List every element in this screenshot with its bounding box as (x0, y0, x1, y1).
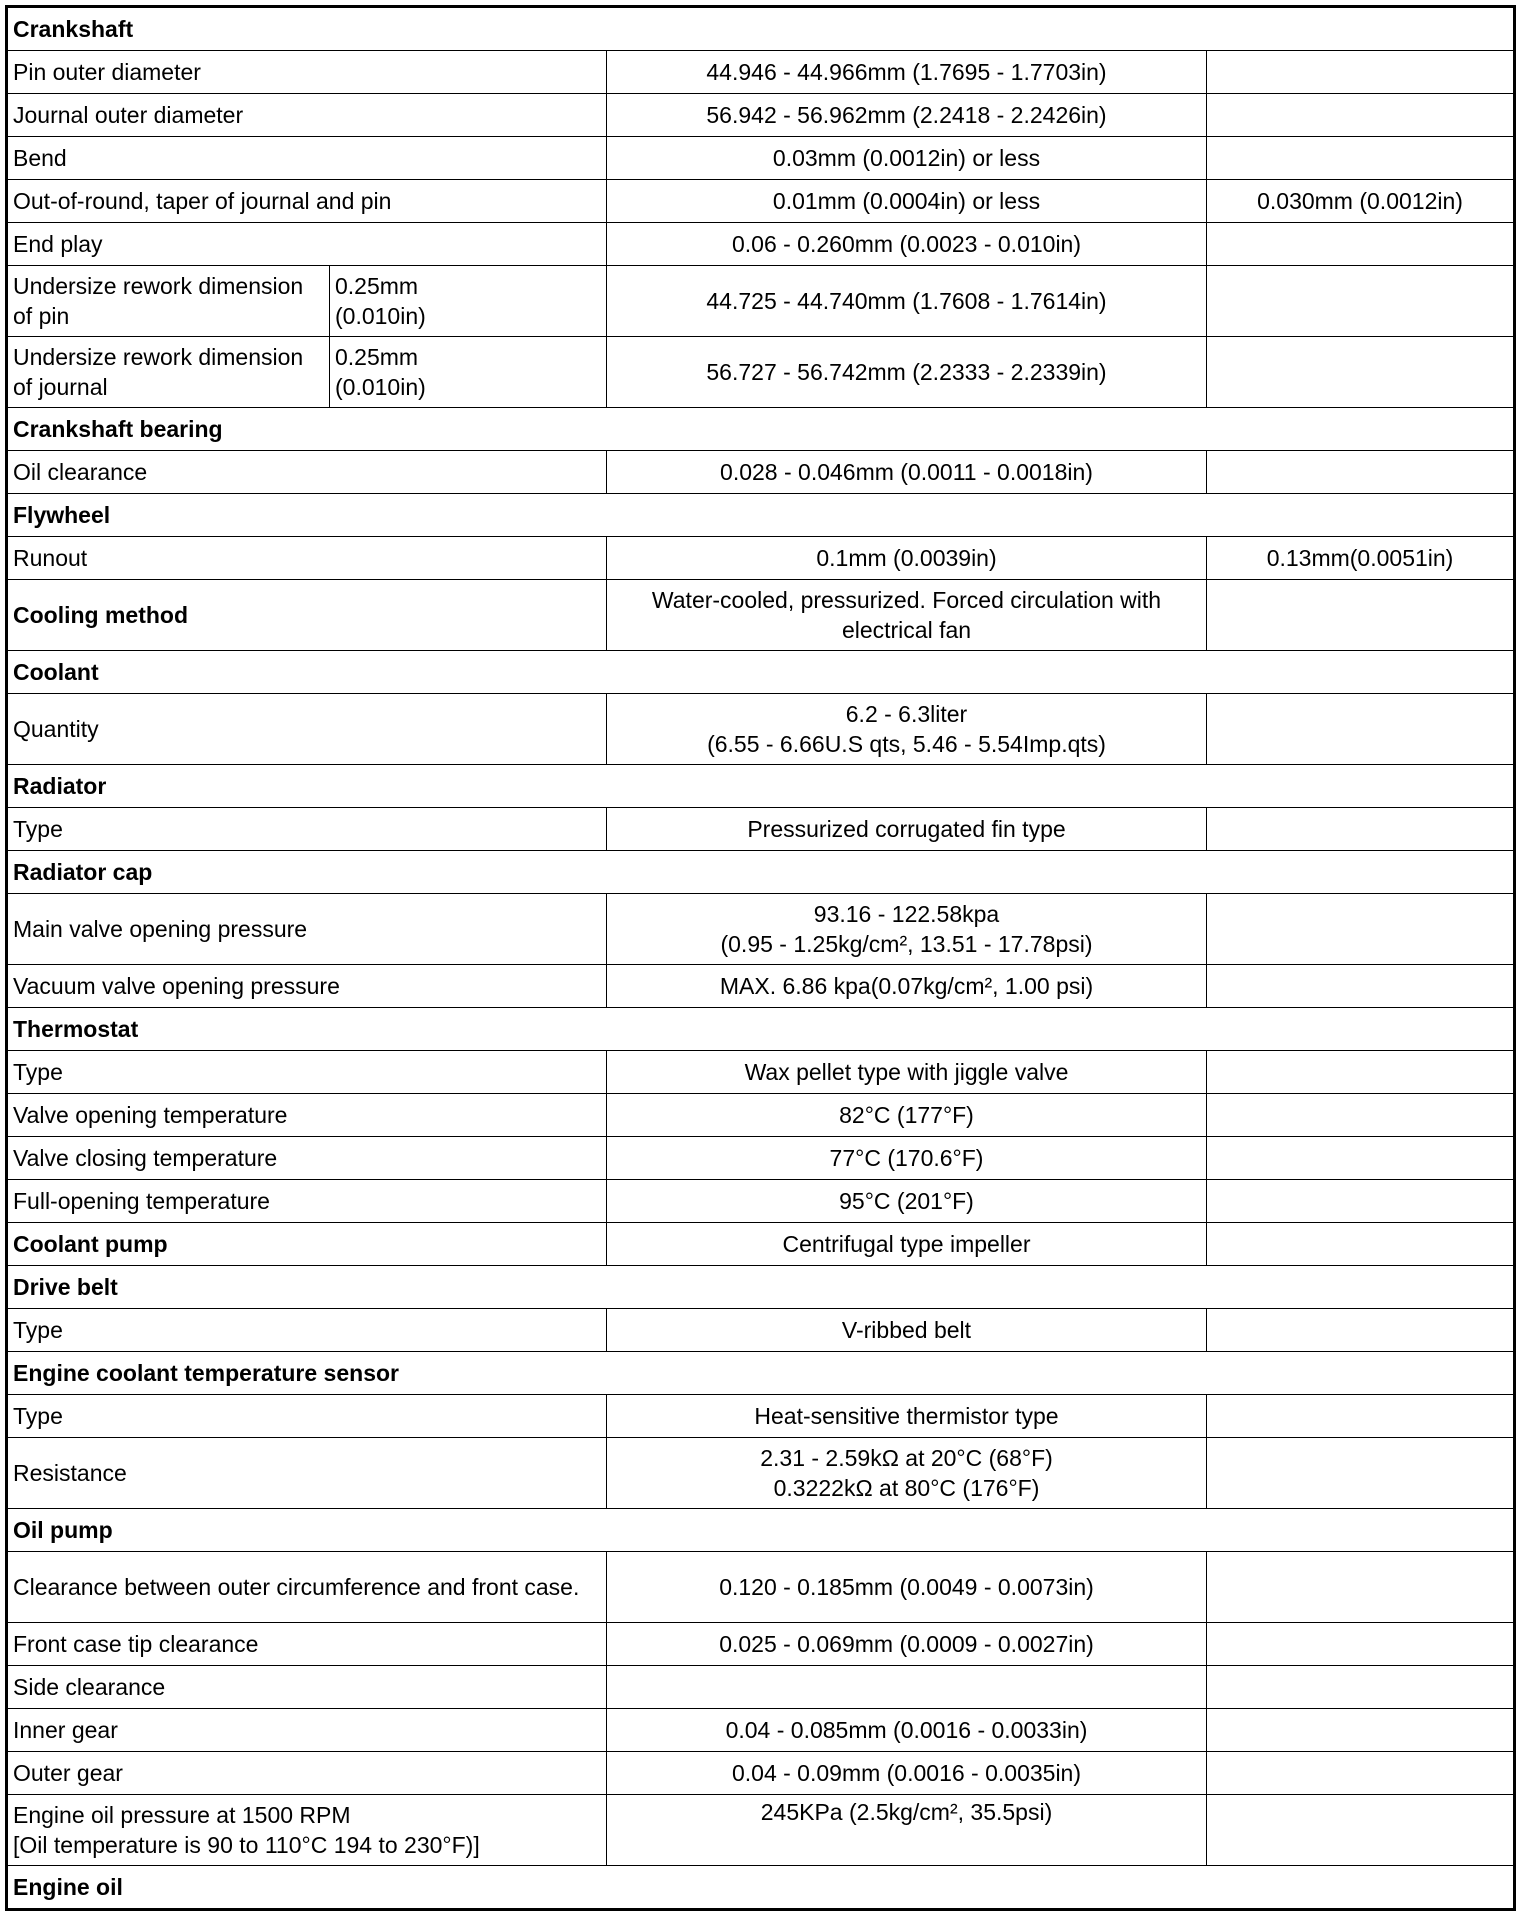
spec-value: 0.01mm (0.0004in) or less (607, 180, 1207, 223)
spec-value: 0.04 - 0.085mm (0.0016 - 0.0033in) (607, 1709, 1207, 1752)
spec-table (5, 5, 1516, 1911)
spec-row (7, 894, 1515, 965)
section-heading: Radiator (7, 765, 1515, 808)
spec-row (7, 1623, 1515, 1666)
spec-row (7, 965, 1515, 1008)
spec-value: 95°C (201°F) (607, 1180, 1207, 1223)
spec-label: Inner gear (7, 1709, 607, 1752)
spec-value: V-ribbed belt (607, 1309, 1207, 1352)
spec-label: Side clearance (7, 1666, 607, 1709)
spec-row (7, 580, 1515, 651)
spec-row (7, 537, 1515, 580)
section-heading: Flywheel (7, 494, 1515, 537)
spec-row (7, 266, 1515, 337)
spec-value (607, 894, 1207, 965)
spec-value: 245KPa (2.5kg/cm², 35.5psi) (607, 1795, 1207, 1866)
spec-limit (1207, 1709, 1515, 1752)
section-heading: Crankshaft (7, 7, 1515, 51)
spec-row (7, 1709, 1515, 1752)
spec-row (7, 1094, 1515, 1137)
spec-label: Valve closing temperature (7, 1137, 607, 1180)
spec-row (7, 1395, 1515, 1438)
spec-limit (1207, 965, 1515, 1008)
spec-limit (1207, 1051, 1515, 1094)
spec-value: 0.1mm (0.0039in) (607, 537, 1207, 580)
spec-label: Front case tip clearance (7, 1623, 607, 1666)
spec-value (607, 1666, 1207, 1709)
spec-limit (1207, 1623, 1515, 1666)
spec-label: Type (7, 1395, 607, 1438)
spec-row (7, 694, 1515, 765)
spec-row (7, 1223, 1515, 1266)
spec-value (607, 694, 1207, 765)
spec-label: Type (7, 1051, 607, 1094)
spec-value (607, 580, 1207, 651)
spec-limit (1207, 1395, 1515, 1438)
section-row (7, 408, 1515, 451)
spec-label: Cooling method (7, 580, 607, 651)
spec-row (7, 337, 1515, 408)
section-row (7, 494, 1515, 537)
section-row (7, 1008, 1515, 1051)
spec-limit (1207, 580, 1515, 651)
section-row (7, 1266, 1515, 1309)
section-row (7, 765, 1515, 808)
spec-label: Clearance between outer circumference and front case. (7, 1552, 607, 1623)
spec-label: Type (7, 1309, 607, 1352)
spec-value: 0.06 - 0.260mm (0.0023 - 0.010in) (607, 223, 1207, 266)
spec-value: Wax pellet type with jiggle valve (607, 1051, 1207, 1094)
section-row (7, 7, 1515, 51)
spec-limit (1207, 1552, 1515, 1623)
cell-line: [Oil temperature is 90 to 110°C 194 to 230°F)] (13, 1832, 480, 1858)
spec-label (7, 1795, 607, 1866)
spec-row (7, 137, 1515, 180)
spec-value: 0.03mm (0.0012in) or less (607, 137, 1207, 180)
spec-label: Runout (7, 537, 607, 580)
spec-limit (1207, 1752, 1515, 1795)
spec-row (7, 94, 1515, 137)
spec-value: 0.120 - 0.185mm (0.0049 - 0.0073in) (607, 1552, 1207, 1623)
spec-limit (1207, 808, 1515, 851)
spec-row (7, 1180, 1515, 1223)
spec-row (7, 1309, 1515, 1352)
spec-value: 0.025 - 0.069mm (0.0009 - 0.0027in) (607, 1623, 1207, 1666)
spec-row (7, 451, 1515, 494)
spec-table-body (7, 7, 1515, 1910)
cell-line: 0.25mm (335, 344, 419, 370)
spec-label: Journal outer diameter (7, 94, 607, 137)
spec-label: Type (7, 808, 607, 851)
cell-line: Water-cooled, pressurized. Forced circulation with (651, 587, 1162, 613)
cell-line: electrical fan (841, 617, 972, 643)
spec-limit (1207, 1180, 1515, 1223)
spec-row (7, 223, 1515, 266)
cell-line: 93.16 - 122.58kpa (813, 901, 1000, 927)
spec-value: Pressurized corrugated fin type (607, 808, 1207, 851)
spec-sublabel (330, 266, 607, 337)
spec-limit (1207, 266, 1515, 337)
spec-row (7, 51, 1515, 94)
section-heading: Oil pump (7, 1509, 1515, 1552)
spec-limit (1207, 1438, 1515, 1509)
spec-limit (1207, 51, 1515, 94)
section-heading: Engine coolant temperature sensor (7, 1352, 1515, 1395)
spec-label: Bend (7, 137, 607, 180)
spec-label: End play (7, 223, 607, 266)
spec-limit: 0.13mm(0.0051in) (1207, 537, 1515, 580)
cell-line: 0.25mm (335, 273, 419, 299)
spec-label: Full-opening temperature (7, 1180, 607, 1223)
spec-value (607, 1438, 1207, 1509)
section-heading: Engine oil (7, 1866, 1515, 1910)
cell-line: Engine oil pressure at 1500 RPM (13, 1802, 351, 1828)
spec-label: Oil clearance (7, 451, 607, 494)
cell-line: 6.2 - 6.3liter (845, 701, 968, 727)
spec-limit: 0.030mm (0.0012in) (1207, 180, 1515, 223)
spec-row (7, 1051, 1515, 1094)
spec-label: Pin outer diameter (7, 51, 607, 94)
spec-row (7, 1552, 1515, 1623)
spec-label: Out-of-round, taper of journal and pin (7, 180, 607, 223)
cell-line: 0.3222kΩ at 80°C (176°F) (773, 1475, 1040, 1501)
spec-label: Vacuum valve opening pressure (7, 965, 607, 1008)
spec-value: 44.725 - 44.740mm (1.7608 - 1.7614in) (607, 266, 1207, 337)
cell-line: 2.31 - 2.59kΩ at 20°C (68°F) (760, 1445, 1053, 1471)
spec-row (7, 180, 1515, 223)
cell-line: (0.010in) (335, 303, 426, 329)
section-row (7, 851, 1515, 894)
spec-limit (1207, 894, 1515, 965)
spec-value: 0.028 - 0.046mm (0.0011 - 0.0018in) (607, 451, 1207, 494)
spec-row (7, 808, 1515, 851)
spec-value: 56.727 - 56.742mm (2.2333 - 2.2339in) (607, 337, 1207, 408)
section-row (7, 1352, 1515, 1395)
spec-limit (1207, 694, 1515, 765)
spec-value: 77°C (170.6°F) (607, 1137, 1207, 1180)
spec-label: Quantity (7, 694, 607, 765)
spec-row (7, 1137, 1515, 1180)
spec-limit (1207, 337, 1515, 408)
spec-limit (1207, 1094, 1515, 1137)
spec-limit (1207, 94, 1515, 137)
spec-limit (1207, 223, 1515, 266)
spec-sublabel (330, 337, 607, 408)
spec-limit (1207, 137, 1515, 180)
spec-label: Main valve opening pressure (7, 894, 607, 965)
section-heading: Drive belt (7, 1266, 1515, 1309)
spec-value: 0.04 - 0.09mm (0.0016 - 0.0035in) (607, 1752, 1207, 1795)
spec-limit (1207, 1795, 1515, 1866)
spec-limit (1207, 1309, 1515, 1352)
spec-label: Outer gear (7, 1752, 607, 1795)
spec-value: 56.942 - 56.962mm (2.2418 - 2.2426in) (607, 94, 1207, 137)
spec-value: Centrifugal type impeller (607, 1223, 1207, 1266)
spec-value: 44.946 - 44.966mm (1.7695 - 1.7703in) (607, 51, 1207, 94)
spec-limit (1207, 1666, 1515, 1709)
spec-label: Coolant pump (7, 1223, 607, 1266)
spec-row (7, 1666, 1515, 1709)
section-row (7, 1866, 1515, 1910)
spec-row (7, 1795, 1515, 1866)
section-heading: Coolant (7, 651, 1515, 694)
spec-limit (1207, 1137, 1515, 1180)
section-row (7, 1509, 1515, 1552)
spec-label: Resistance (7, 1438, 607, 1509)
spec-label: Undersize rework dimension of pin (7, 266, 330, 337)
spec-value: MAX. 6.86 kpa(0.07kg/cm², 1.00 psi) (607, 965, 1207, 1008)
spec-row (7, 1438, 1515, 1509)
cell-line: (0.010in) (335, 374, 426, 400)
spec-row (7, 1752, 1515, 1795)
spec-value: 82°C (177°F) (607, 1094, 1207, 1137)
section-heading: Thermostat (7, 1008, 1515, 1051)
spec-label: Valve opening temperature (7, 1094, 607, 1137)
spec-value: Heat-sensitive thermistor type (607, 1395, 1207, 1438)
section-heading: Crankshaft bearing (7, 408, 1515, 451)
spec-label: Undersize rework dimension of journal (7, 337, 330, 408)
section-row (7, 651, 1515, 694)
section-heading: Radiator cap (7, 851, 1515, 894)
cell-line: (6.55 - 6.66U.S qts, 5.46 - 5.54Imp.qts) (707, 731, 1106, 757)
spec-limit (1207, 1223, 1515, 1266)
cell-line: (0.95 - 1.25kg/cm², 13.51 - 17.78psi) (720, 931, 1093, 957)
spec-limit (1207, 451, 1515, 494)
